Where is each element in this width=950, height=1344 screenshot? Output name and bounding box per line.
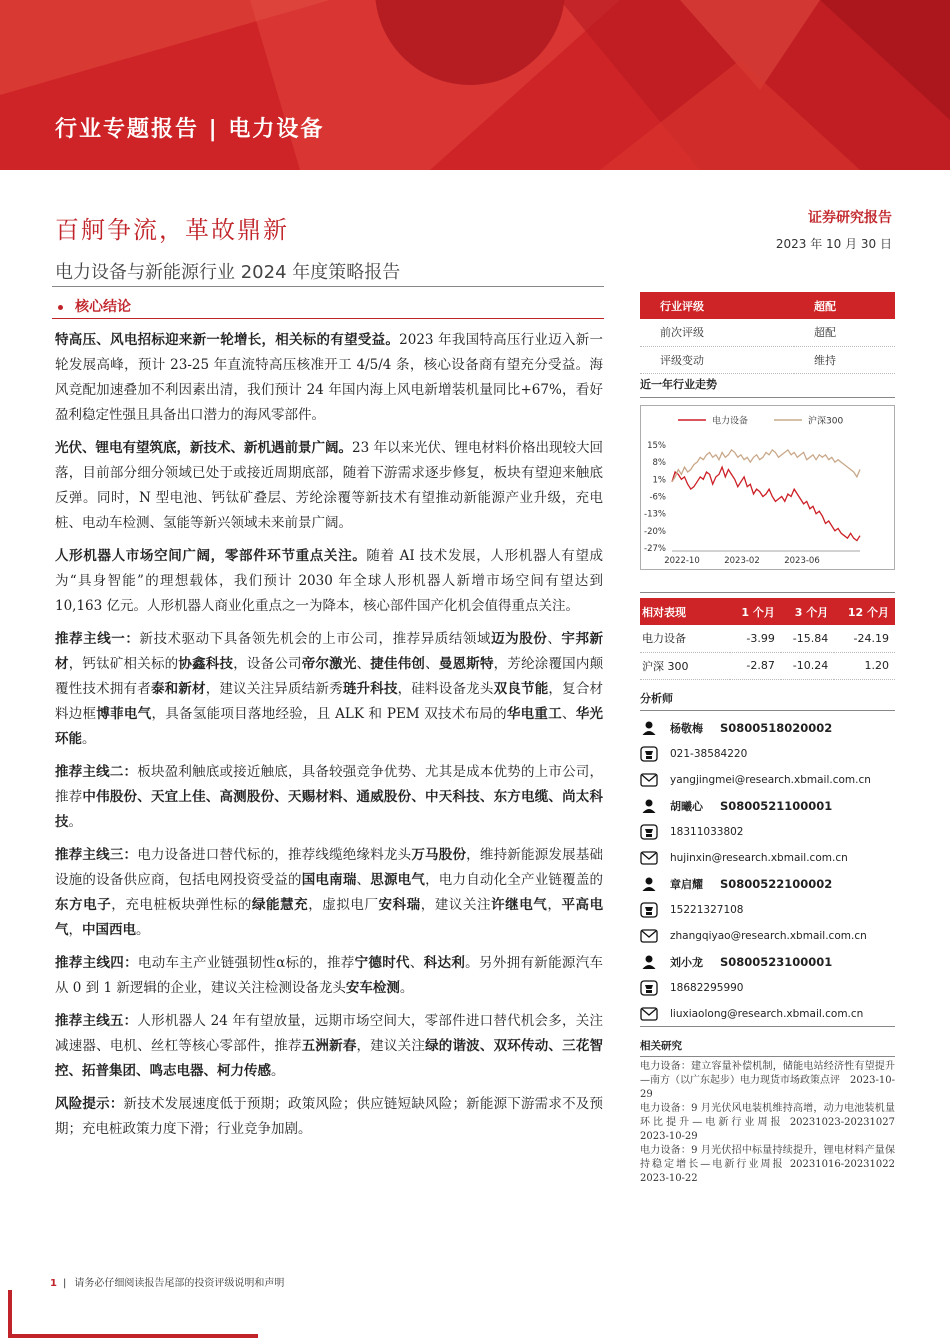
y-tick-label: 1% xyxy=(652,475,666,486)
stock-name: 帝尔激光 xyxy=(301,656,357,672)
rating-label: 评级变动 xyxy=(640,346,794,373)
chart-frame xyxy=(641,406,895,570)
para-lead: 人形机器人市场空间广阔，零部件环节重点关注。 xyxy=(55,548,367,564)
related-item[interactable]: 电力设备：9 月光伏风电装机维持高增，动力电池装机量环比提升—电新行业周报 20231023-20231027 2023-10-29 xyxy=(640,1103,905,1142)
analyst-name: 杨敬梅 xyxy=(670,722,703,735)
stock-name: 绿的谐波、双环传动、三花智控、拓普集团、鸣志电器、柯力传感 xyxy=(55,1038,604,1079)
legend-label: 沪深300 xyxy=(808,416,844,427)
stock-name: 五洲新春 xyxy=(301,1038,357,1054)
rating-label: 前次评级 xyxy=(640,319,794,346)
para-lead: 推荐主线二： xyxy=(55,764,138,780)
row-name: 电力设备 xyxy=(640,625,730,652)
section-heading-label: 核心结论 xyxy=(75,299,131,315)
cell: -10.24 xyxy=(781,652,834,679)
analyst-phone: 021-38584220 xyxy=(670,748,748,760)
stock-name: 华光环能 xyxy=(55,706,604,747)
divider xyxy=(640,397,895,398)
column-header: 相对表现 xyxy=(640,598,730,625)
page-number: 1 xyxy=(50,1278,57,1289)
text: 、 xyxy=(547,631,562,647)
column-header: 12 个月 xyxy=(834,598,895,625)
para-lead: 风险提示： xyxy=(55,1096,124,1112)
analyst-phone-row xyxy=(640,897,895,923)
person-icon xyxy=(640,798,658,814)
stock-name: 协鑫科技 xyxy=(178,656,234,672)
paragraph-line3 xyxy=(55,843,603,943)
analyst-phone: 18311033802 xyxy=(670,826,744,838)
trend-chart xyxy=(640,405,895,570)
analyst-name: 胡曦心 xyxy=(670,800,703,813)
stock-name: 许继电气 xyxy=(491,897,548,913)
phone-icon xyxy=(640,746,658,762)
analyst-email[interactable]: zhangqiyao@research.xbmail.com.cn xyxy=(670,930,867,942)
analyst-name-row xyxy=(640,715,895,741)
analyst-email-row[interactable] xyxy=(640,767,895,793)
paragraph-line4 xyxy=(55,951,603,1001)
analyst-code: S0800523100001 xyxy=(720,955,833,969)
analysts-label: 分析师 xyxy=(640,692,673,705)
stock-name: 国电南瑞 xyxy=(301,872,357,888)
series-line-电力设备 xyxy=(672,467,860,540)
table-row xyxy=(640,319,895,346)
rating-value: 超配 xyxy=(794,319,895,346)
stock-name: 迈为股份 xyxy=(491,631,548,647)
table-row xyxy=(640,652,895,679)
stock-name: 琏升科技 xyxy=(342,681,398,697)
analyst-email-row[interactable] xyxy=(640,923,895,949)
paragraph-line5 xyxy=(55,1009,603,1084)
performance-table xyxy=(640,598,895,680)
person-icon xyxy=(640,876,658,892)
rating-label: 行业评级 xyxy=(640,292,794,319)
text: 新技术发展速度低于预期；政策风险；供应链短缺风险；新能源下游需求不及预期；充电桩政策力度下滑；行业竞争加剧。 xyxy=(55,1096,604,1137)
analyst-email[interactable]: liuxiaolong@research.xbmail.com.cn xyxy=(670,1008,864,1020)
para-lead: 推荐主线四： xyxy=(55,955,138,971)
text: ， xyxy=(547,897,562,913)
stock-name: 中国西电 xyxy=(82,922,136,938)
rating-value: 维持 xyxy=(794,346,895,373)
divider xyxy=(640,1026,895,1027)
x-tick-label: 2023-02 xyxy=(724,556,760,566)
email-icon xyxy=(640,928,658,944)
report-date: 2023 年 10 月 30 日 xyxy=(775,237,892,251)
analyst-phone: 18682295990 xyxy=(670,982,744,994)
row-name: 沪深 300 xyxy=(640,652,730,679)
text: 。 xyxy=(271,1063,285,1079)
text: 、 xyxy=(409,955,424,971)
text: ，建议关注异质结新秀 xyxy=(205,681,343,697)
footer-decoration xyxy=(8,1290,12,1338)
stock-name: 捷佳伟创 xyxy=(370,656,426,672)
text: ，钙钛矿相关标的 xyxy=(68,656,179,672)
para-lead: 推荐主线五： xyxy=(55,1013,138,1029)
analyst-name: 章启耀 xyxy=(670,878,703,891)
trend-label: 近一年行业走势 xyxy=(640,378,717,391)
disclaimer: 请务必仔细阅读报告尾部的投资评级说明和声明 xyxy=(74,1278,285,1289)
analyst-email-row[interactable] xyxy=(640,845,895,871)
risk-warning xyxy=(55,1092,603,1142)
stock-name: 双良节能 xyxy=(493,681,549,697)
divider xyxy=(640,592,895,593)
text: ，维持新能源发展基础设施的设备供应商，包括电网投资受益的 xyxy=(55,847,604,888)
table-row xyxy=(640,346,895,373)
stock-name: 安车检测 xyxy=(345,980,400,996)
stock-name: 万马股份 xyxy=(411,847,467,863)
table-row xyxy=(640,625,895,652)
text: ，充电桩板块弹性标的 xyxy=(111,897,252,913)
core-conclusions xyxy=(55,328,603,1150)
analyst-email[interactable]: hujinxin@research.xbmail.com.cn xyxy=(670,852,848,864)
footer-separator: | xyxy=(62,1278,67,1289)
banner-decoration xyxy=(0,0,950,170)
y-tick-label: 15% xyxy=(647,441,666,451)
stock-name: 绿能慧充 xyxy=(251,897,309,913)
rating-value: 超配 xyxy=(794,292,895,319)
cell: -2.87 xyxy=(730,652,781,679)
stock-name: 平高电气 xyxy=(55,897,604,938)
y-tick-label: -13% xyxy=(644,509,666,520)
analyst-name-row xyxy=(640,793,895,819)
stock-name: 华电重工 xyxy=(506,706,562,722)
x-tick-label: 2022-10 xyxy=(664,556,700,566)
text: 。 xyxy=(68,814,82,830)
analyst-list xyxy=(640,715,895,1027)
stock-name: 思源电气 xyxy=(370,872,426,888)
stock-name: 曼恩斯特 xyxy=(438,656,494,672)
analyst-phone-row xyxy=(640,819,895,845)
phone-icon xyxy=(640,902,658,918)
sub-title: 电力设备与新能源行业 2024 年度策略报告 xyxy=(55,262,401,283)
person-icon xyxy=(640,954,658,970)
text: 电力设备进口替代标的，推荐线缆绝缘料龙头 xyxy=(137,847,412,863)
para-body: 2023 年我国特高压行业迈入新一轮发展高峰，预计 23-25 年直流特高压核准开工 4/5/4 条，核心设备商有望充分受益。海风竞配加速叠加不利因素出清，我们预计 24 年国内海上风电新增装机量同比+67%，看好盈利稳定性强且具备出口潜力的海风零部件。 xyxy=(55,332,603,423)
divider xyxy=(52,286,604,287)
footer xyxy=(50,1274,284,1289)
text: ， xyxy=(68,922,82,938)
analyst-email-row[interactable] xyxy=(640,1001,895,1027)
related-item[interactable]: 电力设备：建立容量补偿机制，储能电站经济性有望提升—南方（以广东起步）电力现货市场政策点评 2023-10-29 xyxy=(640,1061,895,1100)
text: 电动车主产业链强韧性α标的，推荐 xyxy=(137,955,355,971)
y-tick-label: -27% xyxy=(644,544,666,554)
para-lead: 推荐主线一： xyxy=(55,631,140,647)
phone-icon xyxy=(640,980,658,996)
analyst-name-row xyxy=(640,871,895,897)
legend-label: 电力设备 xyxy=(712,416,749,427)
column-header: 3 个月 xyxy=(781,598,834,625)
stock-name: 博菲电气 xyxy=(96,706,152,722)
paragraph xyxy=(55,328,603,428)
header-banner xyxy=(0,0,950,170)
cell: -3.99 xyxy=(730,625,781,652)
text: 、 xyxy=(425,656,439,672)
analyst-name: 刘小龙 xyxy=(670,956,703,969)
divider xyxy=(640,710,895,711)
stock-name: 东方电子 xyxy=(55,897,112,913)
table-header-row xyxy=(640,598,895,625)
x-tick-label: 2023-06 xyxy=(784,556,820,566)
text: ，设备公司 xyxy=(233,656,302,672)
analyst-code: S0800522100002 xyxy=(720,877,833,891)
column-header: 1 个月 xyxy=(730,598,781,625)
text: ，具备氢能项目落地经验，且 ALK 和 PEM 双技术布局的 xyxy=(151,706,507,722)
phone-icon xyxy=(640,824,658,840)
analyst-email[interactable]: yangjingmei@research.xbmail.com.cn xyxy=(670,774,871,786)
paragraph-line2 xyxy=(55,760,603,835)
report-type: 证券研究报告 xyxy=(808,210,892,226)
related-label: 相关研究 xyxy=(640,1040,682,1052)
bullet-dot-icon xyxy=(58,305,63,310)
email-icon xyxy=(640,1006,658,1022)
text: 板块盈利触底或接近触底，具备较强竞争优势、尤其是成本优势的上市公司，推荐 xyxy=(55,764,604,805)
y-tick-label: -6% xyxy=(649,492,666,503)
para-lead: 光伏、锂电有望筑底，新技术、新机遇前景广阔。 xyxy=(55,440,353,456)
stock-name: 宁德时代 xyxy=(354,955,410,971)
text: 、 xyxy=(356,872,371,888)
table-row xyxy=(640,292,895,319)
text: 新技术驱动下具备领先机会的上市公司，推荐异质结领域 xyxy=(139,631,492,647)
text: 人形机器人 24 年有望放量，远期市场空间大，零部件进口替代机会多，关注减速器、电机、丝杠等核心零部件，推荐 xyxy=(55,1013,603,1054)
y-tick-label: 8% xyxy=(652,458,666,469)
text: ，建议关注 xyxy=(420,897,492,913)
footer-decoration xyxy=(8,1334,258,1338)
text: ，硅料设备龙头 xyxy=(397,681,494,697)
text: ，电力自动化全产业链覆盖的 xyxy=(425,872,604,888)
para-body: 23 年以来光伏、锂电材料价格出现较大回落，目前部分细分领域已处于或接近周期底部，随着下游需求逐步修复，板块有望迎来触底反弹。同时，N 型电池、钙钛矿叠层、芳纶涂覆等新技术有望推动新能源产业升级，充电桩、电动车检测、氢能等新兴领域未来前景广阔。 xyxy=(55,440,603,531)
para-body: 随着 AI 技术发展，人形机器人有望成为“具身智能”的理想载体，我们预计 2030 年全球人形机器人新增市场空间有望达到 10,163 亿元。人形机器人商业化重点之一为降本，核心部件国产化机会值得重点关注。 xyxy=(55,548,603,614)
stock-name: 科达利 xyxy=(423,955,466,971)
stock-name: 泰和新材 xyxy=(150,681,206,697)
analyst-phone-row xyxy=(640,975,895,1001)
paragraph-line1 xyxy=(55,627,603,752)
email-icon xyxy=(640,850,658,866)
para-lead: 推荐主线三： xyxy=(55,847,138,863)
analyst-code: S0800518020002 xyxy=(720,721,833,735)
main-title: 百舸争流，革故鼎新 xyxy=(55,216,289,244)
text: 、 xyxy=(356,656,371,672)
banner-title: 行业专题报告 | 电力设备 xyxy=(55,117,325,142)
text: 。 xyxy=(82,731,96,747)
divider xyxy=(52,318,604,319)
email-icon xyxy=(640,772,658,788)
text: 。 xyxy=(136,922,150,938)
cell: -15.84 xyxy=(781,625,834,652)
related-research xyxy=(640,1060,905,1186)
rating-table xyxy=(640,292,895,374)
text: ，芳纶涂覆国内颠覆性技术拥有者 xyxy=(55,656,604,697)
analyst-code: S0800521100001 xyxy=(720,799,833,813)
section-heading xyxy=(58,296,131,316)
stock-name: 宇邦新材 xyxy=(55,631,604,672)
cell: 1.20 xyxy=(834,652,895,679)
text: 。 xyxy=(399,980,414,996)
analyst-name-row xyxy=(640,949,895,975)
text: ，建议关注 xyxy=(356,1038,426,1054)
person-icon xyxy=(640,720,658,736)
paragraph xyxy=(55,544,603,619)
para-lead: 特高压、风电招标迎来新一轮增长，相关标的有望受益。 xyxy=(55,332,400,348)
y-tick-label: -20% xyxy=(644,526,666,537)
paragraph xyxy=(55,436,603,536)
text: ，复合材料边框 xyxy=(55,681,604,722)
related-item[interactable]: 电力设备：9 月光伏招中标量持续提升，锂电材料产量保持稳定增长—电新行业周报 20231016-20231022 2023-10-22 xyxy=(640,1145,905,1184)
cell: -24.19 xyxy=(834,625,895,652)
divider xyxy=(640,1056,895,1057)
text: 、 xyxy=(561,706,576,722)
text: 。另外拥有新能源汽车从 0 到 1 新逻辑的企业，建议关注检测设备龙头 xyxy=(55,955,604,996)
stock-name: 中伟股份、天宜上佳、高测股份、天赐材料、通威股份、中天科技、东方电缆、尚太科技 xyxy=(55,789,604,830)
stock-name: 安科瑞 xyxy=(378,897,421,913)
text: ，虚拟电厂 xyxy=(308,897,379,913)
analyst-phone: 15221327108 xyxy=(670,904,744,916)
analyst-phone-row xyxy=(640,741,895,767)
